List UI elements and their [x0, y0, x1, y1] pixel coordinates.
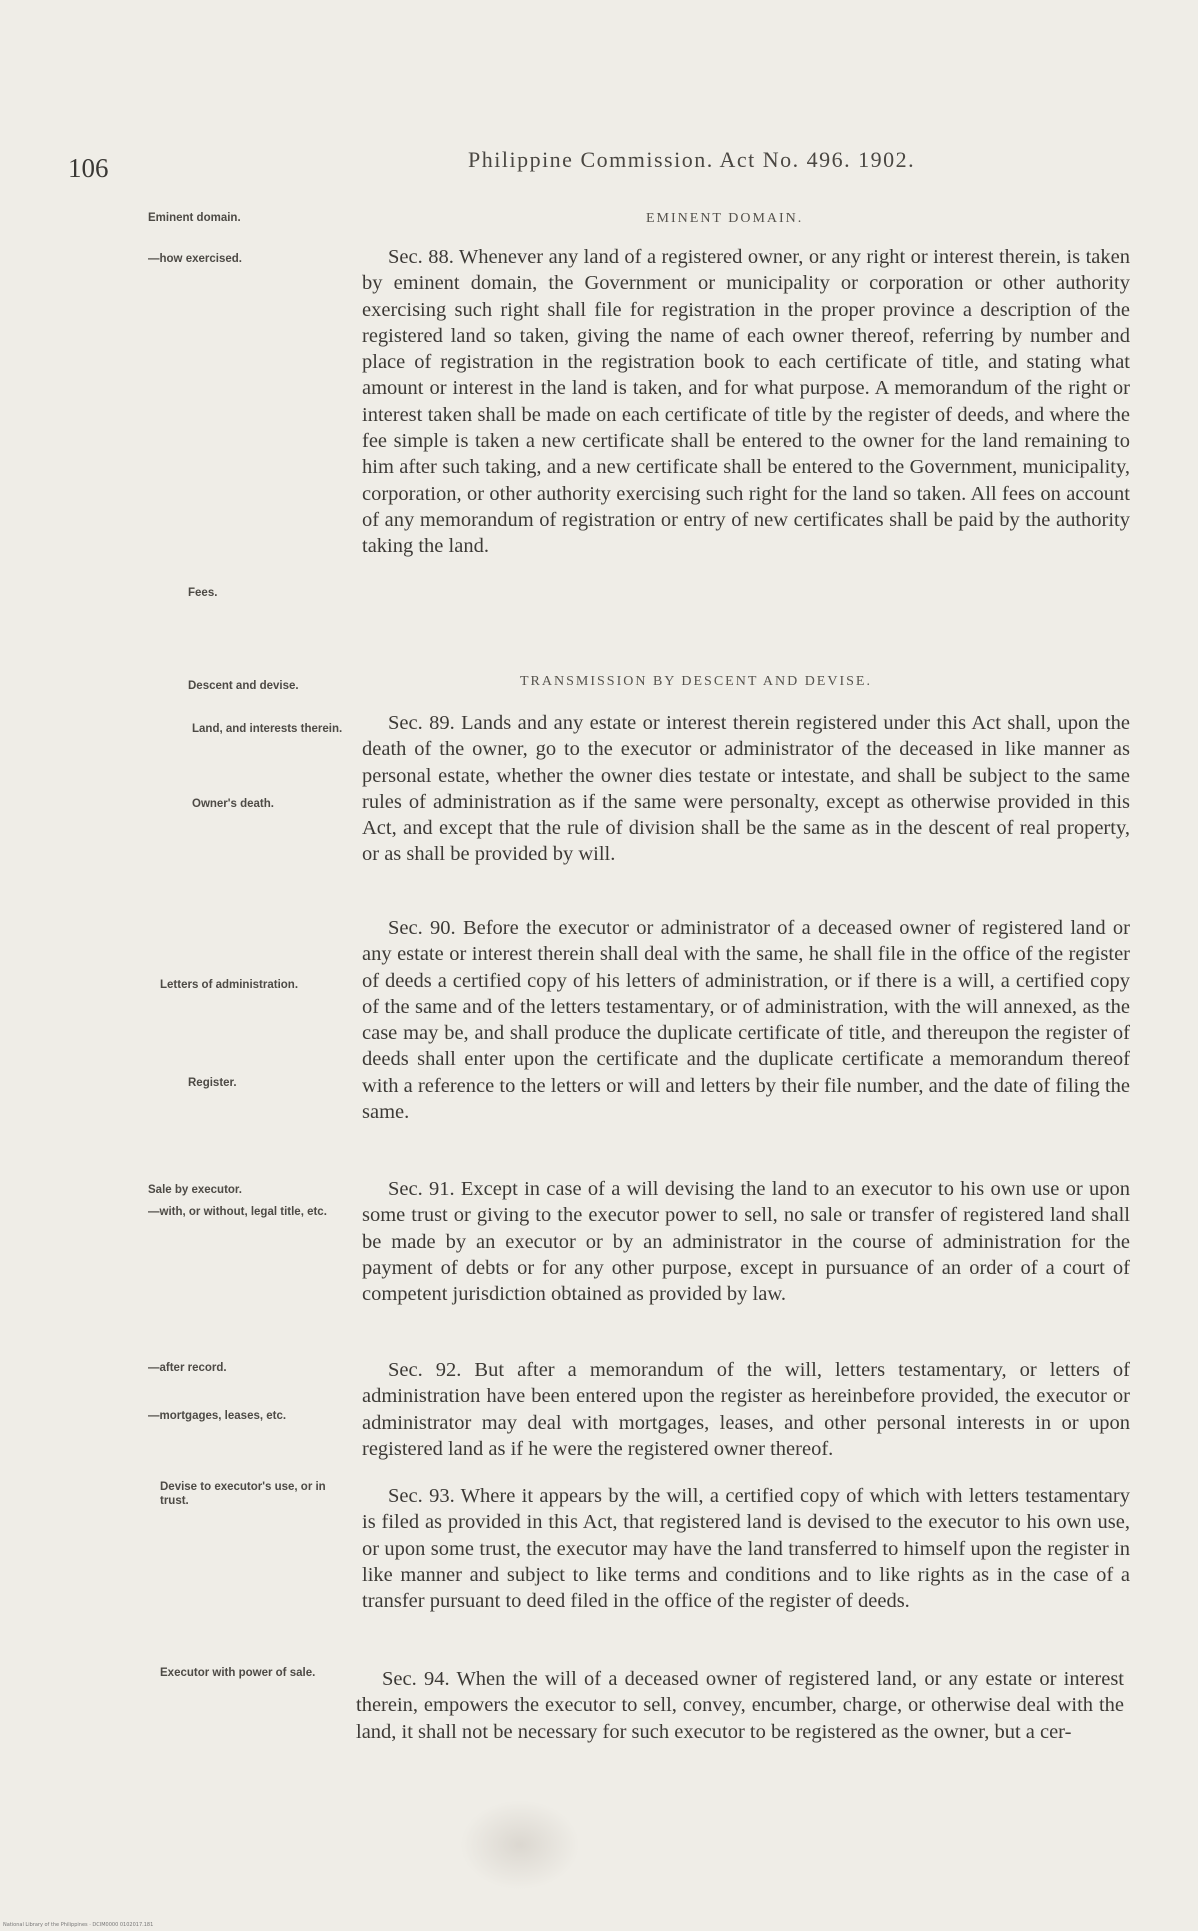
- margin-note-descent-devise: Descent and devise.: [188, 680, 299, 692]
- section-93-paragraph: Sec. 93. Where it appears by the will, a certified copy of which with letters testamentary is filed as provided in this Act, that registered land is devised to the executor to his own use, or upon some trust, the executor may have the land transferred to himself upon the register in like manner and subject to like terms and conditions and to like rights as in the case of a transfer pursuant to deed filed in the office of the register of deeds.: [362, 1485, 1130, 1613]
- section-90-paragraph: Sec. 90. Before the executor or administrator of a deceased owner of registered land or any estate or interest therein shall deal with the same, he shall file in the office of the register of deeds a certified copy of his letters of administration, or if there is a will, a certified copy of the same and of the letters testamentary, or of administration, with the will annexed, as the case may be, and shall produce the duplicate certificate of title, and thereupon the register of deeds shall enter upon the certificate and the duplicate certificate a memorandum thereof with a reference to the letters or will and letters by their file number, and the date of filing the same.: [362, 917, 1130, 1124]
- running-head: Philippine Commission. Act No. 496. 1902.: [468, 147, 916, 172]
- margin-note-letters-administration: Letters of administration.: [160, 979, 299, 991]
- section-94-paragraph: Sec. 94. When the will of a deceased owner of registered land, or any estate or interest therein, empowers the executor to sell, convey, encumber, charge, or otherwise deal with the land, it shall not be necessary for such executor to be registered as the owner, but a cer-: [356, 1668, 1124, 1743]
- margin-note-mortgages-leases: —mortgages, leases, etc.: [148, 1410, 287, 1422]
- paper-smudge: [460, 1800, 580, 1890]
- section-heading-transmission: TRANSMISSION BY DESCENT AND DEVISE.: [520, 674, 872, 689]
- margin-note-owners-death: Owner's death.: [192, 798, 274, 810]
- margin-note-executor-power-sale: Executor with power of sale.: [160, 1667, 316, 1679]
- margin-note-register: Register.: [188, 1077, 237, 1089]
- section-92-paragraph: Sec. 92. But after a memorandum of the will, letters testamentary, or letters of administration have been entered upon the register as hereinbefore provided, the executor or administrator may deal with mortgages, leases, and other personal interests in or upon registered land as if he were the registered owner thereof.: [362, 1359, 1130, 1460]
- margin-note-land-interests: Land, and interests therein.: [192, 723, 343, 735]
- margin-note-sale-by-executor: Sale by executor.: [148, 1184, 242, 1196]
- margin-note-fees: Fees.: [188, 587, 218, 599]
- page-number: 106: [68, 153, 109, 183]
- margin-note-after-record: —after record.: [148, 1362, 227, 1374]
- scan-footer-tag: National Library of the Philippines · DCIM0000 0102017.181: [3, 1922, 154, 1928]
- section-91-paragraph: Sec. 91. Except in case of a will devising the land to an executor to his own use or upon some trust or giving to the executor power to sell, no sale or transfer of registered land shall be made by an executor or by an administrator in the course of administration for the payment of debts or for any other purpose, except in pursuance of an order of a court of competent jurisdiction obtained as provided by law.: [362, 1178, 1130, 1306]
- margin-note-eminent-domain: Eminent domain.: [148, 212, 241, 224]
- margin-note-with-without-legal-title: —with, or without, legal title, etc.: [148, 1206, 327, 1218]
- section-88-paragraph: Sec. 88. Whenever any land of a registered owner, or any right or interest therein, is taken by eminent domain, the Government or municipality or corporation or other authority exercising such right shall file for registration in the proper province a description of the registered land so taken, giving the name of each owner thereof, referring by number and place of registration in the registration book to each certificate of title, and stating what amount or interest in the land is taken, and for what purpose. A memorandum of the right or interest taken shall be made on each certificate of title by the register of deeds, and where the fee simple is taken a new certificate shall be entered to the owner for the land remaining to him after such taking, and a new certificate shall be entered to the Government, municipality, corporation, or other authority exercising such right for the land so taken. All fees on account of any memorandum of registration or entry of new certificates shall be paid by the authority taking the land.: [362, 246, 1130, 558]
- margin-note-how-exercised: —how exercised.: [148, 253, 242, 265]
- margin-note-devise-executor-use: Devise to executor's use, or in trust.: [160, 1481, 326, 1507]
- section-heading-eminent-domain: EMINENT DOMAIN.: [646, 211, 804, 226]
- section-89-paragraph: Sec. 89. Lands and any estate or interest therein registered under this Act shall, upon the death of the owner, go to the executor or administrator of the deceased in like manner as personal estate, whether the owner dies testate or intestate, and shall be subject to the same rules of administration as if the same were personalty, except as otherwise provided in this Act, and except that the rule of division shall be the same as in the descent of real property, or as shall be provided by will.: [362, 712, 1130, 866]
